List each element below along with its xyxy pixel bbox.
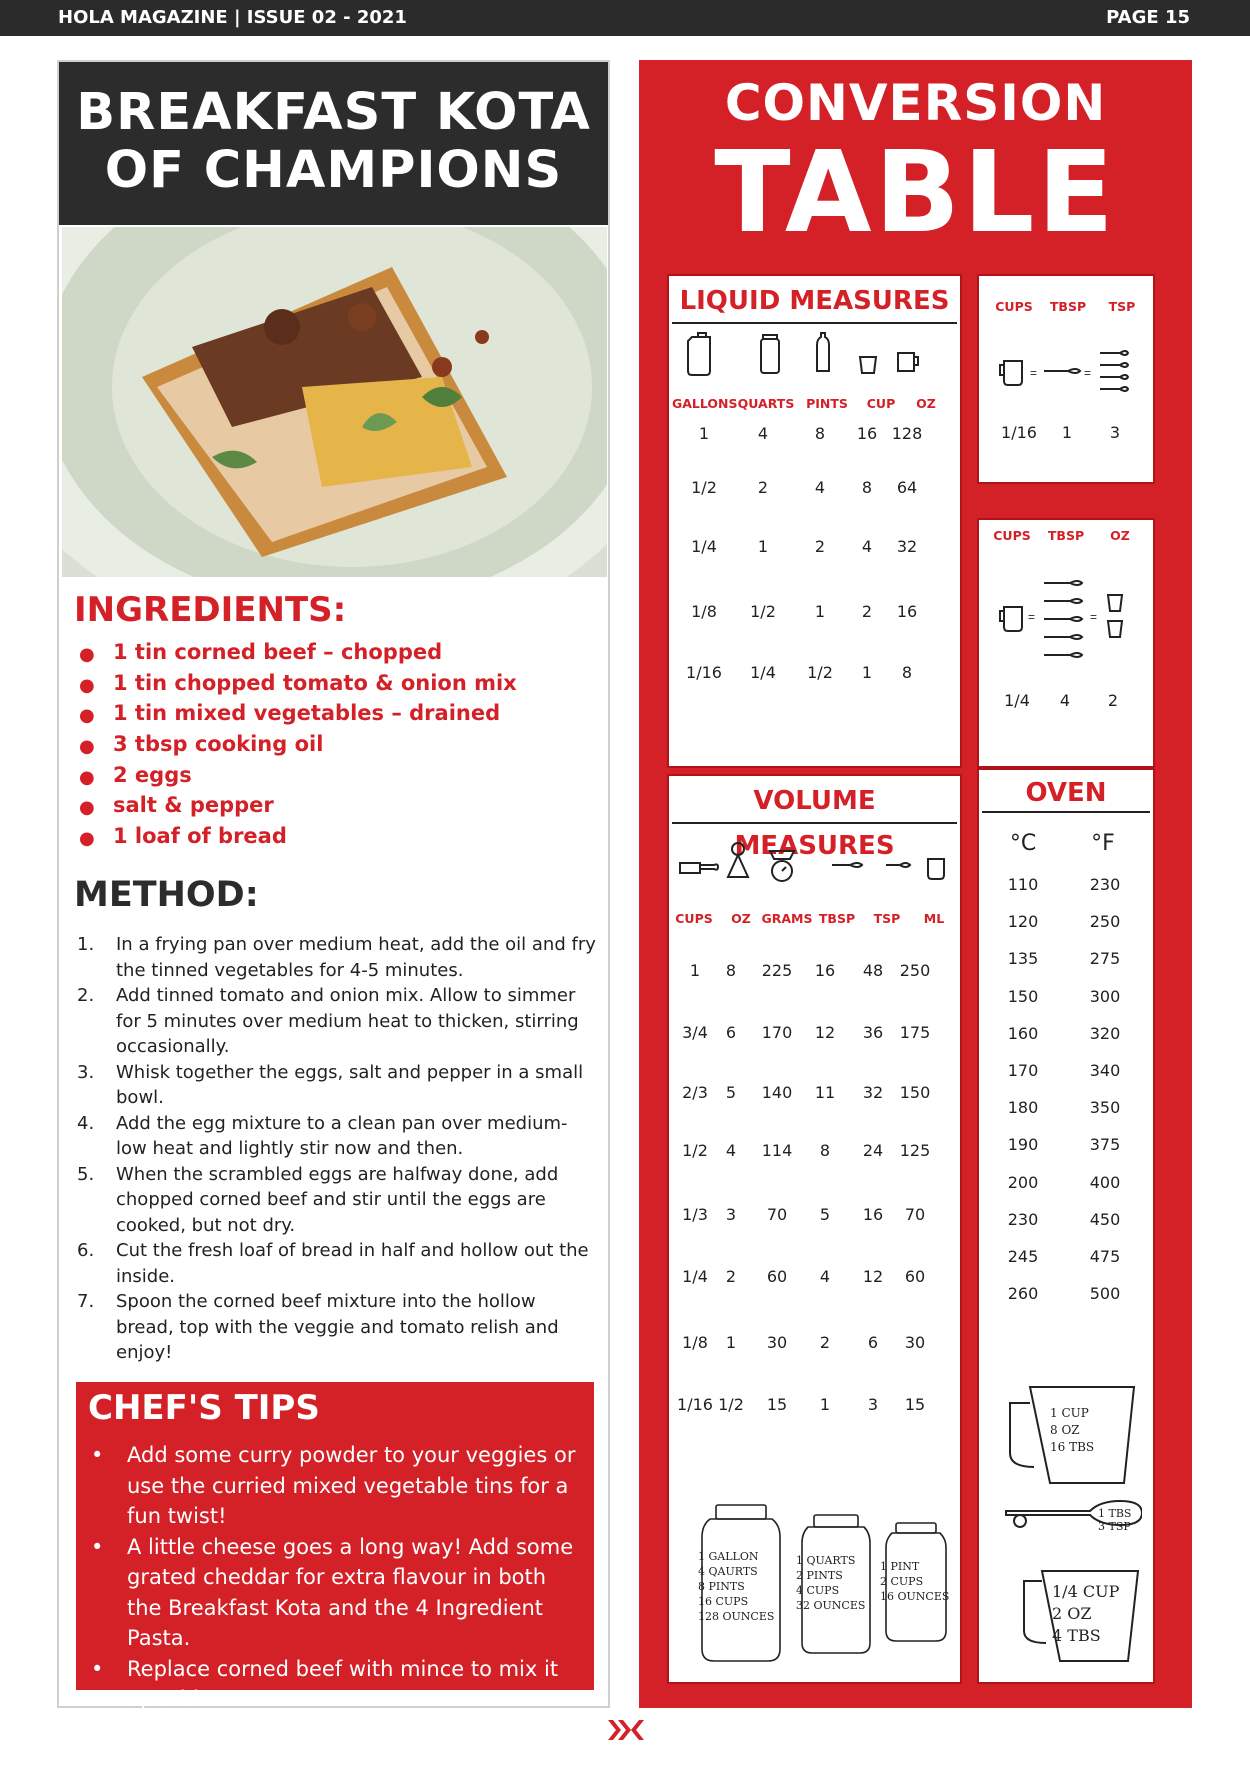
ingredient-item: ● 1 loaf of bread — [79, 824, 287, 850]
oven-celsius-cell: 180 — [1007, 1098, 1039, 1118]
volume-cell: 70 — [766, 1205, 788, 1224]
oven-celsius-cell: 200 — [1007, 1172, 1039, 1192]
liquid-cell: 8 — [861, 478, 873, 497]
liquid-cell: 32 — [896, 537, 918, 556]
col-oz: OZ — [731, 911, 751, 926]
volume-cell: 60 — [766, 1267, 788, 1286]
recipe-panel — [57, 60, 610, 1711]
volume-cell: 15 — [766, 1395, 788, 1414]
spoon-conversion-table-1 — [979, 276, 1153, 482]
volume-cell: 2/3 — [682, 1083, 708, 1102]
oven-fahrenheit-cell: 320 — [1089, 1023, 1121, 1043]
oven-fahrenheit-cell: 475 — [1089, 1247, 1121, 1266]
volume-cell: 48 — [862, 961, 884, 980]
volume-cell: 5 — [819, 1205, 831, 1224]
volume-cell: 1/16 — [677, 1395, 713, 1414]
oven-temperature-table — [979, 770, 1153, 1682]
oven-celsius-cell: 160 — [1007, 1023, 1039, 1043]
volume-cell: 16 — [862, 1205, 884, 1224]
liquid-measures-heading: LIQUID MEASURES — [672, 279, 957, 324]
oven-fahrenheit-cell: 500 — [1089, 1284, 1121, 1304]
recipe-title-line1: BREAKFAST KOTA — [76, 83, 591, 142]
oven-heading: OVEN — [982, 773, 1150, 813]
volume-cell: 8 — [725, 961, 737, 980]
spoons1-tsp-value: 3 — [1109, 423, 1121, 442]
volume-cell: 2 — [725, 1267, 737, 1286]
volume-cell: 5 — [725, 1083, 737, 1102]
col-cup: CUP — [866, 396, 896, 411]
oven-celsius-cell: 190 — [1007, 1135, 1039, 1155]
magazine-logo-icon — [606, 1718, 646, 1742]
liquid-cell: 4 — [757, 424, 769, 443]
method-step: 3. Whisk together the eggs, salt and pepper in a small bowl. — [77, 1061, 584, 1108]
liquid-cell: 1/4 — [691, 537, 717, 556]
volume-cell: 16 — [814, 961, 836, 980]
spoons2-cups-value: 1/4 — [1004, 691, 1030, 710]
oven-celsius-cell: 170 — [1007, 1061, 1039, 1080]
liquid-cell: 1/2 — [691, 478, 717, 497]
conversion-title-line1: CONVERSION — [724, 74, 1107, 132]
volume-cell: 8 — [819, 1141, 831, 1160]
cup1-label: 1 CUP 8 OZ 16 TBS — [1050, 1406, 1095, 1454]
liquid-cell: 1 — [698, 424, 710, 443]
spoons1-tbsp-value: 1 — [1061, 423, 1073, 442]
volume-cell: 1 — [819, 1395, 831, 1414]
cup2-label: 1/4 CUP 2 OZ 4 TBS — [1052, 1582, 1120, 1645]
volume-cell: 12 — [814, 1023, 836, 1042]
ingredients-heading: INGREDIENTS: — [74, 590, 347, 630]
volume-cell: 1/8 — [682, 1333, 708, 1352]
volume-cell: 150 — [899, 1083, 931, 1102]
recipe-title — [59, 62, 608, 225]
volume-cell: 6 — [725, 1023, 737, 1042]
jar-gallon-label: 1 GALLON 4 QAURTS 8 PINTS 16 CUPS 128 OUNCES — [698, 1550, 775, 1623]
svg-text:=: = — [1084, 366, 1092, 380]
method-step: 7. Spoon the corned beef mixture into the hollow bread, top with the veggie and tomato relish and enjoy! — [77, 1291, 559, 1363]
liquid-cell: 128 — [891, 424, 923, 443]
col-celsius: °C — [1009, 831, 1037, 856]
oven-fahrenheit-cell: 250 — [1089, 912, 1121, 932]
volume-cell: 30 — [904, 1333, 926, 1352]
tip-item: • Add some curry powder to your veggies or use the curried mixed vegetable tins for a fun twist! — [91, 1443, 576, 1528]
oven-celsius-cell: 135 — [1007, 949, 1039, 969]
volume-cell: 6 — [867, 1333, 879, 1352]
volume-cell: 125 — [899, 1141, 931, 1160]
col-ml: ML — [923, 911, 945, 926]
volume-measures-heading: VOLUME MEASURES — [672, 779, 957, 824]
liquid-cell: 1 — [757, 537, 769, 556]
volume-cell: 3/4 — [682, 1023, 708, 1042]
liquid-cell: 1/4 — [750, 663, 776, 682]
ingredient-item: ● 1 tin corned beef – chopped — [79, 640, 443, 665]
oven-celsius-cell: 110 — [1007, 875, 1039, 894]
ingredient-item: ● 3 tbsp cooking oil — [79, 732, 324, 758]
liquid-cell: 1 — [861, 663, 873, 682]
method-step: 4. Add the egg mixture to a clean pan over medium-low heat and lightly stir now and then. — [77, 1112, 568, 1159]
volume-cell: 11 — [814, 1083, 836, 1102]
col-tsp: TSP — [1108, 299, 1136, 314]
magazine-issue: HOLA MAGAZINE | ISSUE 02 - 2021 — [58, 7, 407, 28]
col-tsp: TSP — [873, 911, 901, 926]
tip-item: • A little cheese goes a long way! Add some grated cheddar for extra flavour in both the Breakfast Kota and the 4 Ingredient Pasta. — [91, 1534, 574, 1650]
volume-cell: 4 — [725, 1141, 737, 1160]
col-pints: PINTS — [806, 396, 848, 411]
col-tbsp: TBSP — [818, 911, 856, 926]
volume-cell: 1 — [725, 1333, 737, 1352]
cup-spoons-icon — [992, 347, 1142, 407]
food-photo — [62, 227, 607, 577]
volume-cell: 4 — [819, 1267, 831, 1286]
liquid-cell: 2 — [757, 478, 769, 497]
volume-cell: 60 — [904, 1267, 926, 1286]
conversion-title-line2: TABLE — [714, 128, 1117, 258]
volume-cell: 114 — [761, 1141, 793, 1160]
spoons2-oz-value: 2 — [1107, 691, 1119, 710]
svg-text:=: = — [1028, 610, 1036, 624]
liquid-cell: 1 — [814, 602, 826, 621]
volume-cell: 170 — [761, 1023, 793, 1042]
spoons2-tbsp-value: 4 — [1059, 691, 1071, 710]
svg-text:=: = — [1030, 366, 1038, 380]
col-gallons: GALLONS — [672, 396, 738, 411]
col-cups: CUPS — [675, 911, 713, 926]
chefs-tips-box — [76, 1382, 594, 1711]
liquid-cell: 64 — [896, 478, 918, 497]
col-cups: CUPS — [995, 299, 1033, 314]
volume-cell: 2 — [819, 1333, 831, 1352]
spoon-conversion-table-2 — [979, 520, 1153, 766]
liquid-cell: 4 — [861, 537, 873, 556]
volume-cell: 15 — [904, 1395, 926, 1414]
volume-cell: 3 — [725, 1205, 737, 1224]
method-step: 5. When the scrambled eggs are halfway done, add chopped corned beef and stir until the eggs are cooked, but not dry. — [77, 1163, 559, 1236]
oven-fahrenheit-cell: 230 — [1089, 875, 1121, 894]
liquid-cell: 4 — [814, 478, 826, 497]
volume-cell: 250 — [899, 961, 931, 980]
liquid-cell: 1/2 — [807, 663, 833, 682]
oven-celsius-cell: 230 — [1007, 1209, 1039, 1229]
oven-fahrenheit-cell: 300 — [1089, 986, 1121, 1006]
oven-fahrenheit-cell: 400 — [1089, 1172, 1121, 1192]
col-cups: CUPS — [993, 528, 1031, 543]
liquid-measures-table — [669, 276, 960, 766]
volume-cell: 1 — [689, 961, 701, 980]
oven-fahrenheit-cell: 450 — [1089, 1209, 1121, 1229]
liquid-cell: 2 — [861, 602, 873, 621]
volume-cell: 1/2 — [718, 1395, 744, 1414]
volume-cell: 70 — [904, 1205, 926, 1224]
oven-fahrenheit-cell: 275 — [1089, 949, 1121, 969]
chefs-tips-list — [91, 1440, 586, 1715]
method-step: 2. Add tinned tomato and onion mix. Allow to simmer for 5 minutes over medium heat to thicken, stirring occasionally. — [77, 985, 579, 1057]
liquid-cell: 1/2 — [750, 602, 776, 621]
volume-cell: 175 — [899, 1023, 931, 1042]
ingredient-item: ● 1 tin mixed vegetables – drained — [79, 701, 501, 727]
page-number: PAGE 15 — [1106, 7, 1190, 28]
liquid-cell: 1/16 — [686, 663, 722, 682]
ingredient-item: ● salt & pepper — [79, 793, 274, 819]
jar-pint-label: 1 PINT 2 CUPS 16 OUNCES — [880, 1560, 950, 1603]
volume-cell: 3 — [867, 1395, 879, 1414]
method-list — [77, 932, 597, 1366]
oven-celsius-cell: 245 — [1007, 1247, 1039, 1266]
oven-fahrenheit-cell: 350 — [1089, 1098, 1121, 1118]
svg-text:=: = — [1090, 610, 1098, 624]
volume-cell: 30 — [766, 1333, 788, 1352]
liquid-cell: 16 — [896, 602, 918, 621]
chefs-tips-heading: CHEF'S TIPS — [88, 1388, 320, 1428]
col-quarts: QUARTS — [737, 396, 795, 411]
measuring-tools-icon — [672, 841, 960, 889]
col-tbsp: TBSP — [1047, 528, 1085, 543]
col-fahrenheit: °F — [1091, 831, 1115, 856]
spoon-label: 1 TBS 3 TSP — [1098, 1507, 1132, 1533]
volume-cell: 225 — [761, 961, 793, 980]
top-bar — [0, 0, 1250, 36]
ingredient-item: ● 2 eggs — [79, 762, 192, 788]
conversion-panel — [639, 60, 1192, 1708]
liquid-cell: 16 — [856, 424, 878, 443]
method-step: 1. In a frying pan over medium heat, add the oil and fry the tinned vegetables for 4-5 minutes. — [77, 934, 596, 981]
volume-cell: 1/2 — [682, 1141, 708, 1160]
volume-cell: 12 — [862, 1267, 884, 1286]
spoons1-cups-value: 1/16 — [1001, 423, 1037, 442]
recipe-title-line2: OF CHAMPIONS — [104, 141, 563, 200]
ingredients-list — [79, 640, 517, 855]
oven-fahrenheit-cell: 375 — [1089, 1135, 1121, 1155]
method-step: 6. Cut the fresh loaf of bread in half and hollow out the inside. — [77, 1240, 589, 1287]
volume-cell: 24 — [862, 1141, 884, 1160]
liquid-cell: 1/8 — [691, 602, 717, 621]
volume-cell: 36 — [862, 1023, 884, 1042]
col-tbsp: TBSP — [1049, 299, 1087, 314]
liquid-containers-icon — [672, 329, 960, 379]
volume-cell: 1/3 — [682, 1205, 708, 1224]
volume-cell: 1/4 — [682, 1267, 708, 1286]
volume-cell: 140 — [761, 1083, 793, 1102]
volume-measures-table — [669, 776, 960, 1682]
oven-fahrenheit-cell: 340 — [1089, 1061, 1121, 1080]
volume-cell: 32 — [862, 1083, 884, 1102]
liquid-cell: 8 — [901, 663, 913, 682]
liquid-cell: 2 — [814, 537, 826, 556]
method-heading: METHOD: — [74, 875, 259, 915]
tip-item: • Replace corned beef with mince to mix it up a bit! — [91, 1656, 559, 1711]
col-oz: OZ — [1110, 528, 1130, 543]
liquid-cell: 8 — [814, 424, 826, 443]
ingredient-item: ● 1 tin chopped tomato & onion mix — [79, 670, 517, 696]
jar-quart-label: 1 QUARTS 2 PINTS 4 CUPS 32 OUNCES — [796, 1554, 866, 1612]
col-grams: GRAMS — [761, 911, 813, 926]
oven-celsius-cell: 150 — [1007, 986, 1039, 1006]
col-oz: OZ — [916, 396, 936, 411]
cup-tbsp-oz-icon — [992, 573, 1142, 663]
oven-celsius-cell: 120 — [1007, 912, 1039, 932]
oven-celsius-cell: 260 — [1007, 1284, 1039, 1304]
